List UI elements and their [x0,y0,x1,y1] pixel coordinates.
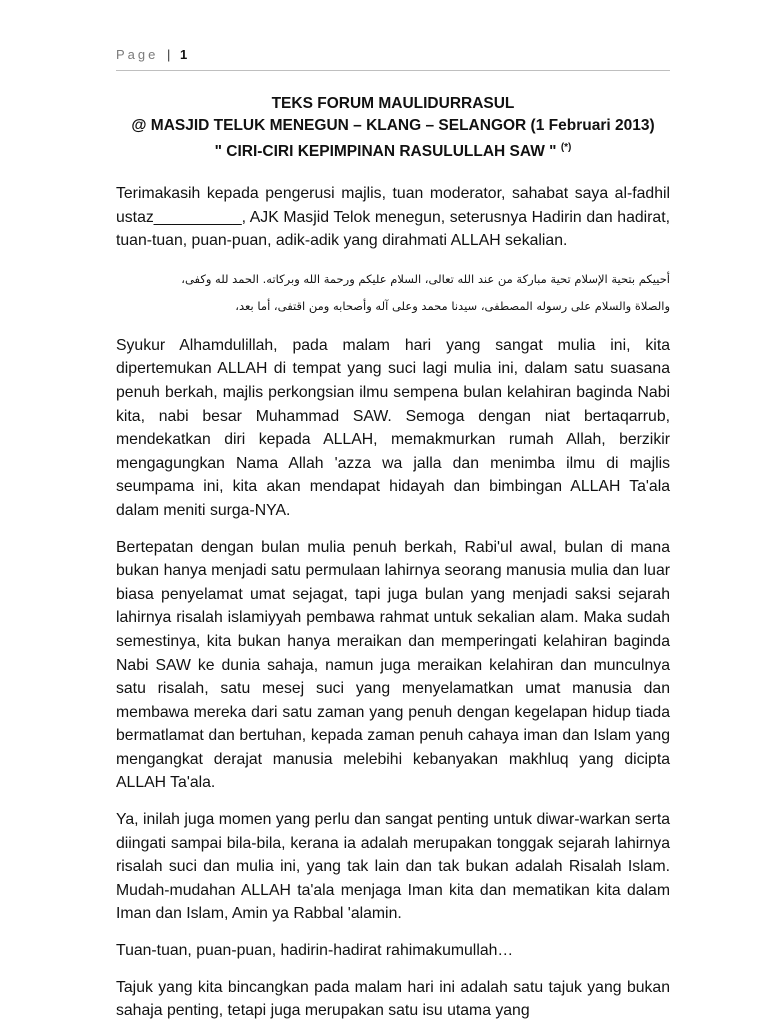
header-rule [116,70,670,71]
paragraph-bertepatan: Bertepatan dengan bulan mulia penuh berkah, Rabi'ul awal, bulan di mana bukan hanya menjadi satu permulaan lahirnya seorang manusia mulia dan luar biasa penyelamat umat sejagat, tapi juga bulan yang menjadi saksi sejarah lahirnya risalah islamiyyah pembawa rahmat untuk sekalian alam. Maka sudah semestinya, kita bukan hanya meraikan dan memperingati kelahiran baginda Nabi SAW ke dunia sahaja, namun juga meraikan kelahiran dan munculnya satu risalah, satu mesej suci yang menyelamatkan umat manusia dan membawa mereka dari satu zaman yang penuh dengan kegelapan hidup tiada bermatlamat dan bertuhan, kepada zaman penuh cahaya iman dan Islam yang mengangkat derajat manusia melebihi kebanyakan makhluq yang dicipta ALLAH Ta'ala. [116,538,670,792]
document-title [116,93,670,163]
title-line-2: @ MASJID TELUK MENEGUN – KLANG – SELANGOR (1 Februari 2013) [131,117,655,134]
title-line-3-text: " CIRI-CIRI KEPIMPINAN RASULULLAH SAW " [214,143,557,161]
title-line-3 [116,137,670,163]
arabic-line-1: أحييكم بتحية الإسلام تحية مباركة من عند الله تعالى، السلام عليكم ورحمة الله وبركاته. الحمد لله وكفى، [181,271,670,286]
arabic-salutation [116,266,670,320]
footnote-mark: (*) [560,142,572,153]
title-line-1: TEKS FORUM MAULIDURRASUL [271,95,515,112]
paragraph-address: Tuan-tuan, puan-puan, hadirin-hadirat rahimakumullah… [116,942,514,960]
paragraph-greeting: Terimakasih kepada pengerusi majlis, tuan moderator, sahabat saya al-fadhil ustaz__________, AJK Masjid Telok menegun, seterusnya Hadirin dan hadirat, tuan-tuan, puan-puan, adik-adik yang dirahmati ALLAH sekalian. [116,185,670,250]
document-body [116,182,670,1036]
page-separator: | [167,47,171,62]
page-header [116,47,187,62]
paragraph-momen: Ya, inilah juga momen yang perlu dan sangat penting untuk diwar-warkan serta diingati sampai bila-bila, kerana ia adalah merupakan tonggak sejarah lahirnya risalah suci dan mulia ini, yang tak lain dan tak bukan adalah Risalah Islam. Mudah-mudahan ALLAH ta'ala menjaga Iman kita dan mematikan kita dalam Iman dan Islam, Amin ya Rabbal 'alamin. [116,811,670,923]
page-number: 1 [180,47,188,62]
arabic-line-2: والصلاة والسلام على رسوله المصطفى، سيدنا محمد وعلى آله وأصحابه ومن اقتفى، أما بعد، [235,298,670,313]
page-label: Page [116,47,159,62]
paragraph-tajuk: Tajuk yang kita bincangkan pada malam hari ini adalah satu tajuk yang bukan sahaja penting, tetapi juga merupakan satu isu utama yang [116,978,670,1020]
paragraph-syukur: Syukur Alhamdulillah, pada malam hari yang sangat mulia ini, kita dipertemukan ALLAH di tempat yang suci lagi mulia ini, dalam satu suasana penuh berkah, majlis perkongsian ilmu sempena bulan kelahiran baginda Nabi kita, nabi besar Muhammad SAW. Semoga dengan niat bertaqarrub, mendekatkan diri kepada ALLAH, memakmurkan rumah Allah, berzikir mengagungkan Nama Allah 'azza wa jalla dan menimba ilmu di majlis seumpama ini, kita akan mendapat hidayah dan bimbingan ALLAH Ta'ala dalam meniti surga-NYA. [116,336,670,519]
